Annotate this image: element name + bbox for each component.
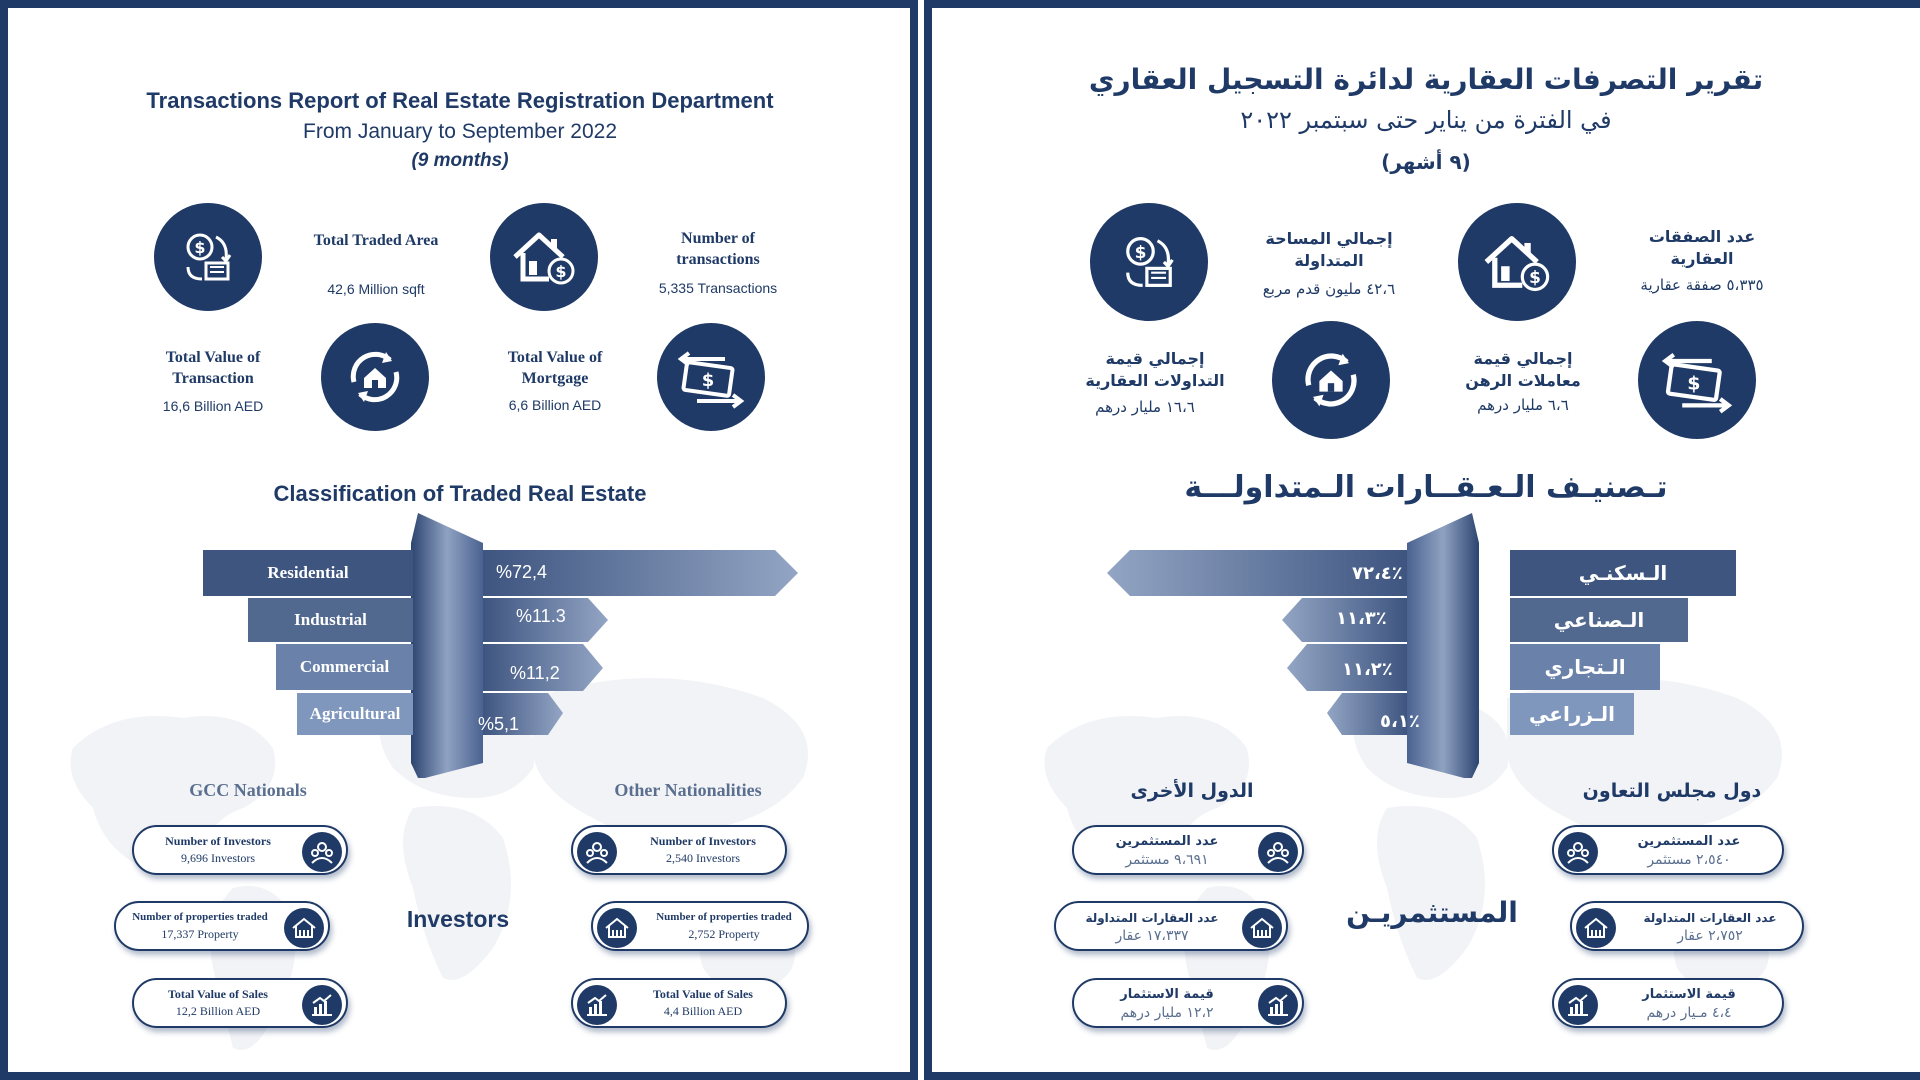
pct-ar-agricultural: ٥،١٪	[1380, 711, 1420, 732]
pct-agricultural: %5,1	[478, 714, 520, 734]
ar-other-investors-value: ٩،٦٩١ مستثمر	[1125, 852, 1209, 868]
ar-other-sales-pill	[1072, 978, 1304, 1028]
gcc-sales-pill	[132, 978, 348, 1028]
investors-group-icon	[1558, 832, 1598, 872]
total-mortgage-label: Total Value of Mortgage	[507, 349, 603, 387]
report-subtitle-ar: في الفترة من يناير حتى سبتمبر ٢٠٢٢	[1240, 106, 1612, 134]
gcc-properties-label: Number of properties traded	[132, 911, 268, 923]
ar-mortgage-value: ٦،٦ مليار درهم	[1477, 396, 1569, 414]
house-dollar-icon	[490, 203, 598, 311]
gcc-investors-value: 9,696 Investors	[181, 851, 255, 865]
ar-count-value: ٥،٣٣٥ صفقة عقارية	[1640, 276, 1764, 294]
pct-ar-residential: ٧٢،٤٪	[1352, 563, 1403, 584]
svg-text:$: $	[1529, 267, 1541, 288]
total-mortgage-value: 6,6 Billion AED	[508, 397, 602, 413]
investors-group-icon	[1258, 832, 1298, 872]
investors-title: Investors	[406, 906, 510, 932]
properties-icon	[1242, 908, 1282, 948]
pct-commercial: %11,2	[510, 663, 560, 683]
bar-label-agricultural: Agricultural	[297, 693, 413, 735]
pct-ar-commercial: ١١،٢٪	[1342, 659, 1393, 680]
ar-value-label: إجمالي قيمة التداولات العقارية	[1085, 349, 1225, 390]
report-subtitle: From January to September 2022	[303, 120, 617, 143]
total-value-label: Total Value of Transaction	[165, 349, 261, 387]
svg-text:$: $	[555, 262, 567, 281]
gcc-properties-pill	[114, 901, 330, 951]
svg-text:$: $	[194, 238, 206, 257]
report-period: (9 months)	[411, 150, 509, 171]
ar-gcc-sales-pill	[1552, 978, 1784, 1028]
sales-chart-icon	[302, 985, 342, 1025]
other-properties-value: 2,752 Property	[688, 927, 760, 941]
other-sales-label: Total Value of Sales	[653, 987, 753, 1001]
money-exchange-icon	[154, 203, 262, 311]
ar-gcc-title: دول مجلس التعاون	[1582, 780, 1762, 802]
house-cycle-icon	[321, 323, 429, 431]
other-properties-pill	[591, 901, 809, 951]
ar-gcc-properties-pill	[1570, 901, 1804, 951]
ar-gcc-investors-label: عدد المستثمرين	[1637, 834, 1741, 849]
number-transactions-label: Number of transactions	[676, 230, 760, 268]
properties-icon	[1576, 908, 1616, 948]
ar-other-properties-label: عدد العقارات المتداولة	[1085, 911, 1219, 925]
english-panel	[0, 0, 918, 1080]
sales-chart-icon	[577, 985, 617, 1025]
other-investors-label: Number of Investors	[650, 834, 756, 848]
cash-transfer-icon	[1638, 321, 1756, 439]
classification-title: Classification of Traded Real Estate	[273, 481, 647, 506]
ar-gcc-properties-label: عدد العقارات المتداولة	[1643, 911, 1777, 925]
bar-label-commercial: Commercial	[276, 644, 413, 690]
other-sales-pill	[571, 978, 787, 1028]
gcc-sales-value: 12,2 Billion AED	[175, 1004, 261, 1018]
other-sales-value: 4,4 Billion AED	[663, 1004, 743, 1018]
gcc-investors-label: Number of Investors	[165, 834, 271, 848]
funnel-prism	[411, 513, 483, 778]
ar-area-label: إجمالي المساحة المتداولة	[1265, 229, 1393, 270]
gcc-properties-value: 17,337 Property	[161, 927, 239, 941]
ar-investors-title: المستثمريـن	[1346, 896, 1518, 929]
report-title: Transactions Report of Real Estate Registration Department	[146, 88, 774, 113]
total-area-value: 42,6 Million sqft	[327, 281, 425, 297]
cash-transfer-icon	[657, 323, 765, 431]
properties-icon	[284, 908, 324, 948]
investors-group-icon	[302, 832, 342, 872]
total-value-value: 16,6 Billion AED	[162, 398, 264, 414]
ar-count-label: عدد الصفقات العقارية	[1648, 227, 1756, 268]
ar-gcc-investors-value: ٢،٥٤٠ مستثمر	[1647, 852, 1731, 868]
report-title-ar: تقرير التصرفات العقارية لدائرة التسجيل العقاري	[1088, 63, 1764, 96]
bar-label-ar-agricultural: الـزراعي	[1510, 693, 1634, 735]
other-properties-label: Number of properties traded	[656, 911, 792, 923]
ar-value-value: ١٦،٦ مليار درهم	[1095, 398, 1195, 416]
other-investors-pill	[571, 825, 787, 875]
ar-other-title: الدول الأخرى	[1130, 780, 1254, 802]
sales-chart-icon	[1258, 985, 1298, 1025]
ar-other-properties-value: ١٧،٣٣٧ عقار	[1115, 928, 1189, 944]
arabic-panel	[924, 0, 1920, 1080]
ar-mortgage-label: إجمالي قيمة معاملات الرهن	[1465, 349, 1581, 390]
ar-other-investors-label: عدد المستثمرين	[1115, 834, 1219, 849]
ar-other-sales-value: ١٢،٢ مليار درهم	[1120, 1005, 1214, 1021]
other-title: Other Nationalities	[614, 780, 762, 800]
number-transactions-value: 5,335 Transactions	[658, 280, 778, 296]
other-investors-value: 2,540 Investors	[666, 851, 740, 865]
house-cycle-icon	[1272, 321, 1390, 439]
svg-text:$: $	[701, 370, 715, 391]
pct-industrial: %11.3	[516, 606, 566, 626]
pct-residential: %72,4	[496, 562, 548, 582]
bar-label-ar-commercial: الـتجاري	[1510, 644, 1660, 690]
ar-other-properties-pill	[1054, 901, 1288, 951]
gcc-sales-label: Total Value of Sales	[168, 987, 268, 1001]
ar-gcc-investors-pill	[1552, 825, 1784, 875]
sales-chart-icon	[1558, 985, 1598, 1025]
svg-text:$: $	[1687, 372, 1701, 395]
bar-label-ar-residential: الـسكنـي	[1510, 550, 1736, 596]
bar-label-ar-industrial: الـصناعي	[1510, 598, 1688, 642]
gcc-investors-pill	[132, 825, 348, 875]
funnel-prism-ar	[1407, 513, 1479, 778]
ar-gcc-sales-value: ٤،٤ مـيار درهم	[1646, 1005, 1732, 1021]
svg-text:$: $	[1134, 242, 1147, 263]
report-period-ar: (٩ أشهر)	[1381, 150, 1471, 174]
properties-icon	[597, 908, 637, 948]
house-dollar-icon	[1458, 203, 1576, 321]
ar-other-investors-pill	[1072, 825, 1304, 875]
period-text: 9 months	[417, 150, 503, 171]
investors-group-icon	[577, 832, 617, 872]
classification-title-ar: تـصنيـف الـعـقــارات الـمتداولـــة	[1184, 470, 1668, 505]
ar-gcc-sales-label: قيمة الاستثمار	[1642, 987, 1736, 1002]
ar-gcc-properties-value: ٢،٧٥٢ عقار	[1677, 928, 1743, 944]
gcc-title: GCC Nationals	[189, 780, 307, 800]
bar-label-industrial: Industrial	[248, 598, 413, 642]
money-exchange-icon	[1090, 203, 1208, 321]
ar-other-sales-label: قيمة الاستثمار	[1120, 987, 1214, 1002]
bar-label-residential: Residential	[203, 550, 413, 596]
ar-area-value: ٤٢،٦ مليون قدم مربع	[1262, 280, 1396, 298]
pct-ar-industrial: ١١،٣٪	[1336, 608, 1387, 629]
total-area-label: Total Traded Area	[313, 232, 439, 249]
